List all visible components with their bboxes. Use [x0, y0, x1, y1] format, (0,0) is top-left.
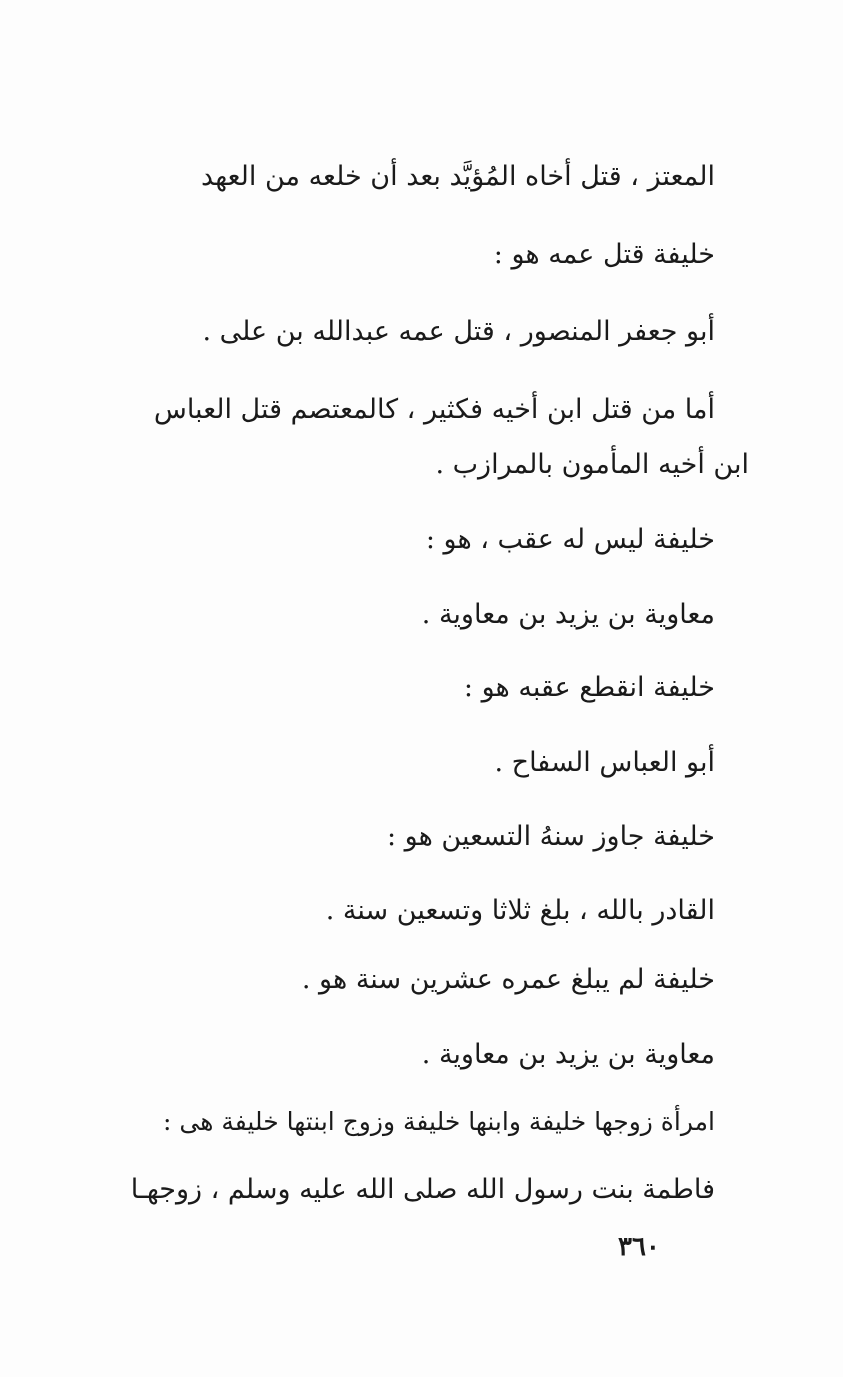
text-line-15: فاطمة بنت رسول الله صلى الله عليه وسلم ، زوجهـا — [130, 1174, 715, 1205]
text-line-10: خليفة جاوز سنهُ التسعين هو : — [386, 821, 715, 852]
text-line-3: أبو جعفر المنصور ، قتل عمه عبدالله بن على . — [202, 316, 715, 347]
text-line-1: المعتز ، قتل أخاه المُؤيَّد بعد أن خلعه من العهد — [201, 161, 715, 192]
text-line-2: خليفة قتل عمه هو : — [493, 239, 715, 270]
text-line-11: القادر بالله ، بلغ ثلاثا وتسعين سنة . — [325, 895, 715, 926]
text-line-5: ابن أخيه المأمون بالمرازب . — [435, 449, 749, 480]
text-line-12: خليفة لم يبلغ عمره عشرين سنة هو . — [301, 964, 715, 995]
text-line-14: امرأة زوجها خليفة وابنها خليفة وزوج ابنتها خليفة هى : — [162, 1107, 715, 1136]
text-line-8: خليفة انقطع عقبه هو : — [463, 672, 715, 703]
text-line-7: معاوية بن يزيد بن معاوية . — [421, 599, 715, 630]
text-line-4: أما من قتل ابن أخيه فكثير ، كالمعتصم قتل العباس — [153, 394, 715, 425]
text-line-6: خليفة ليس له عقب ، هو : — [425, 524, 715, 555]
text-line-13: معاوية بن يزيد بن معاوية . — [421, 1039, 715, 1070]
text-line-9: أبو العباس السفاح . — [494, 747, 715, 778]
page-number: ٣٦٠ — [618, 1232, 660, 1262]
